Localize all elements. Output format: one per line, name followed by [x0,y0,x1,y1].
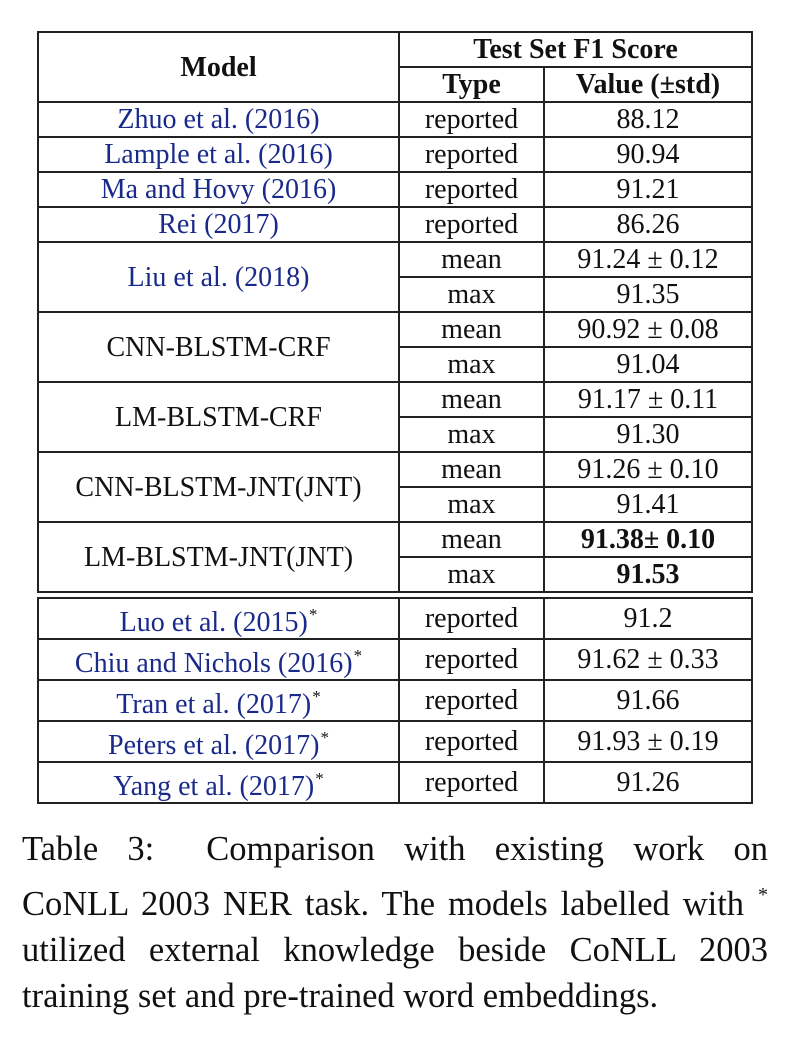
value-cell: 91.41 [544,487,752,522]
citation-link[interactable]: 2016 [267,139,324,170]
asterisk-mark: * [320,728,329,747]
type-cell: mean [399,312,544,347]
type-cell: mean [399,522,544,557]
citation-link[interactable]: 2017 [254,730,311,761]
table-row [38,102,752,137]
table-row [38,680,752,721]
citation-link[interactable]: 2016 [270,174,327,205]
model-header: Model [38,32,399,102]
value-cell: 91.30 [544,417,752,452]
type-cell: reported [399,137,544,172]
type-cell: max [399,347,544,382]
model-cell: Lample et al. (2016) [38,137,399,172]
citation-link[interactable]: 2018 [244,261,301,293]
asterisk-mark: * [353,646,363,665]
value-cell-best: 91.38± 0.10 [544,522,752,557]
type-cell: reported [399,172,544,207]
value-header: Value (±std) [544,67,752,102]
asterisk-mark: * [758,884,769,906]
results-table [37,31,753,593]
model-cell: CNN-BLSTM-JNT(JNT) [38,452,399,522]
type-cell: reported [399,721,544,762]
asterisk-mark: * [308,605,318,624]
type-cell: reported [399,598,544,639]
value-cell: 90.94 [544,137,752,172]
table-row [38,721,752,762]
value-cell: 88.12 [544,102,752,137]
asterisk-mark: * [315,769,324,788]
model-cell: Rei (2017) [38,207,399,242]
type-header: Type [399,67,544,102]
model-cell: Luo et al. (2015)* [38,598,399,639]
table-row [38,312,752,347]
value-cell: 91.93 ± 0.19 [544,721,752,762]
f1-group-header: Test Set F1 Score [399,32,752,67]
model-cell: CNN-BLSTM-CRF [38,312,399,382]
model-cell: Ma and Hovy (2016) [38,172,399,207]
value-cell: 91.26 ± 0.10 [544,452,752,487]
model-cell: LM-BLSTM-JNT(JNT) [38,522,399,592]
value-cell: 91.66 [544,680,752,721]
type-cell: mean [399,382,544,417]
caption-label: Table 3: [22,830,155,868]
table-row [38,242,752,277]
type-cell: max [399,417,544,452]
table-row [38,762,752,803]
type-cell: reported [399,207,544,242]
table-row [38,172,752,207]
citation-link[interactable]: 2017 [248,771,305,802]
type-cell: max [399,277,544,312]
type-cell: reported [399,762,544,803]
model-cell: Zhuo et al. (2016) [38,102,399,137]
value-cell: 91.17 ± 0.11 [544,382,752,417]
table-row [38,382,752,417]
table-row [38,452,752,487]
external-knowledge-table [37,597,753,804]
type-cell: reported [399,680,544,721]
value-cell: 91.26 [544,762,752,803]
model-cell: LM-BLSTM-CRF [38,382,399,452]
type-cell: max [399,487,544,522]
caption-text: utilized external knowledge beside CoNLL 2003 training set and pre-trained word embeddings. [22,931,768,1015]
value-cell: 86.26 [544,207,752,242]
table-row [38,598,752,639]
model-cell: Liu et al. (2018) [38,242,399,312]
value-cell: 91.62 ± 0.33 [544,639,752,680]
citation-link[interactable]: 2017 [213,209,270,240]
type-cell: reported [399,102,544,137]
citation-link[interactable]: 2016 [287,648,344,679]
value-cell: 91.04 [544,347,752,382]
type-cell: mean [399,242,544,277]
value-cell: 91.21 [544,172,752,207]
caption-text: Comparison with existing work on CoNLL 2003 NER task. The models labelled with [22,830,768,923]
asterisk-mark: * [312,687,321,706]
citation-link[interactable]: 2017 [245,689,302,720]
model-cell: Tran et al. (2017)* [38,680,399,721]
model-cell: Chiu and Nichols (2016)* [38,639,399,680]
table-row [38,639,752,680]
table-caption [22,826,768,1019]
citation-link[interactable]: 2016 [254,104,311,135]
value-cell: 91.24 ± 0.12 [544,242,752,277]
model-cell: Yang et al. (2017)* [38,762,399,803]
type-cell: mean [399,452,544,487]
value-cell: 91.2 [544,598,752,639]
table-row [38,207,752,242]
type-cell: reported [399,639,544,680]
value-cell: 91.35 [544,277,752,312]
model-cell: Peters et al. (2017)* [38,721,399,762]
value-cell: 90.92 ± 0.08 [544,312,752,347]
citation-link[interactable]: 2015 [242,607,299,638]
value-cell-best: 91.53 [544,557,752,592]
table-row [38,522,752,557]
table-row [38,137,752,172]
type-cell: max [399,557,544,592]
